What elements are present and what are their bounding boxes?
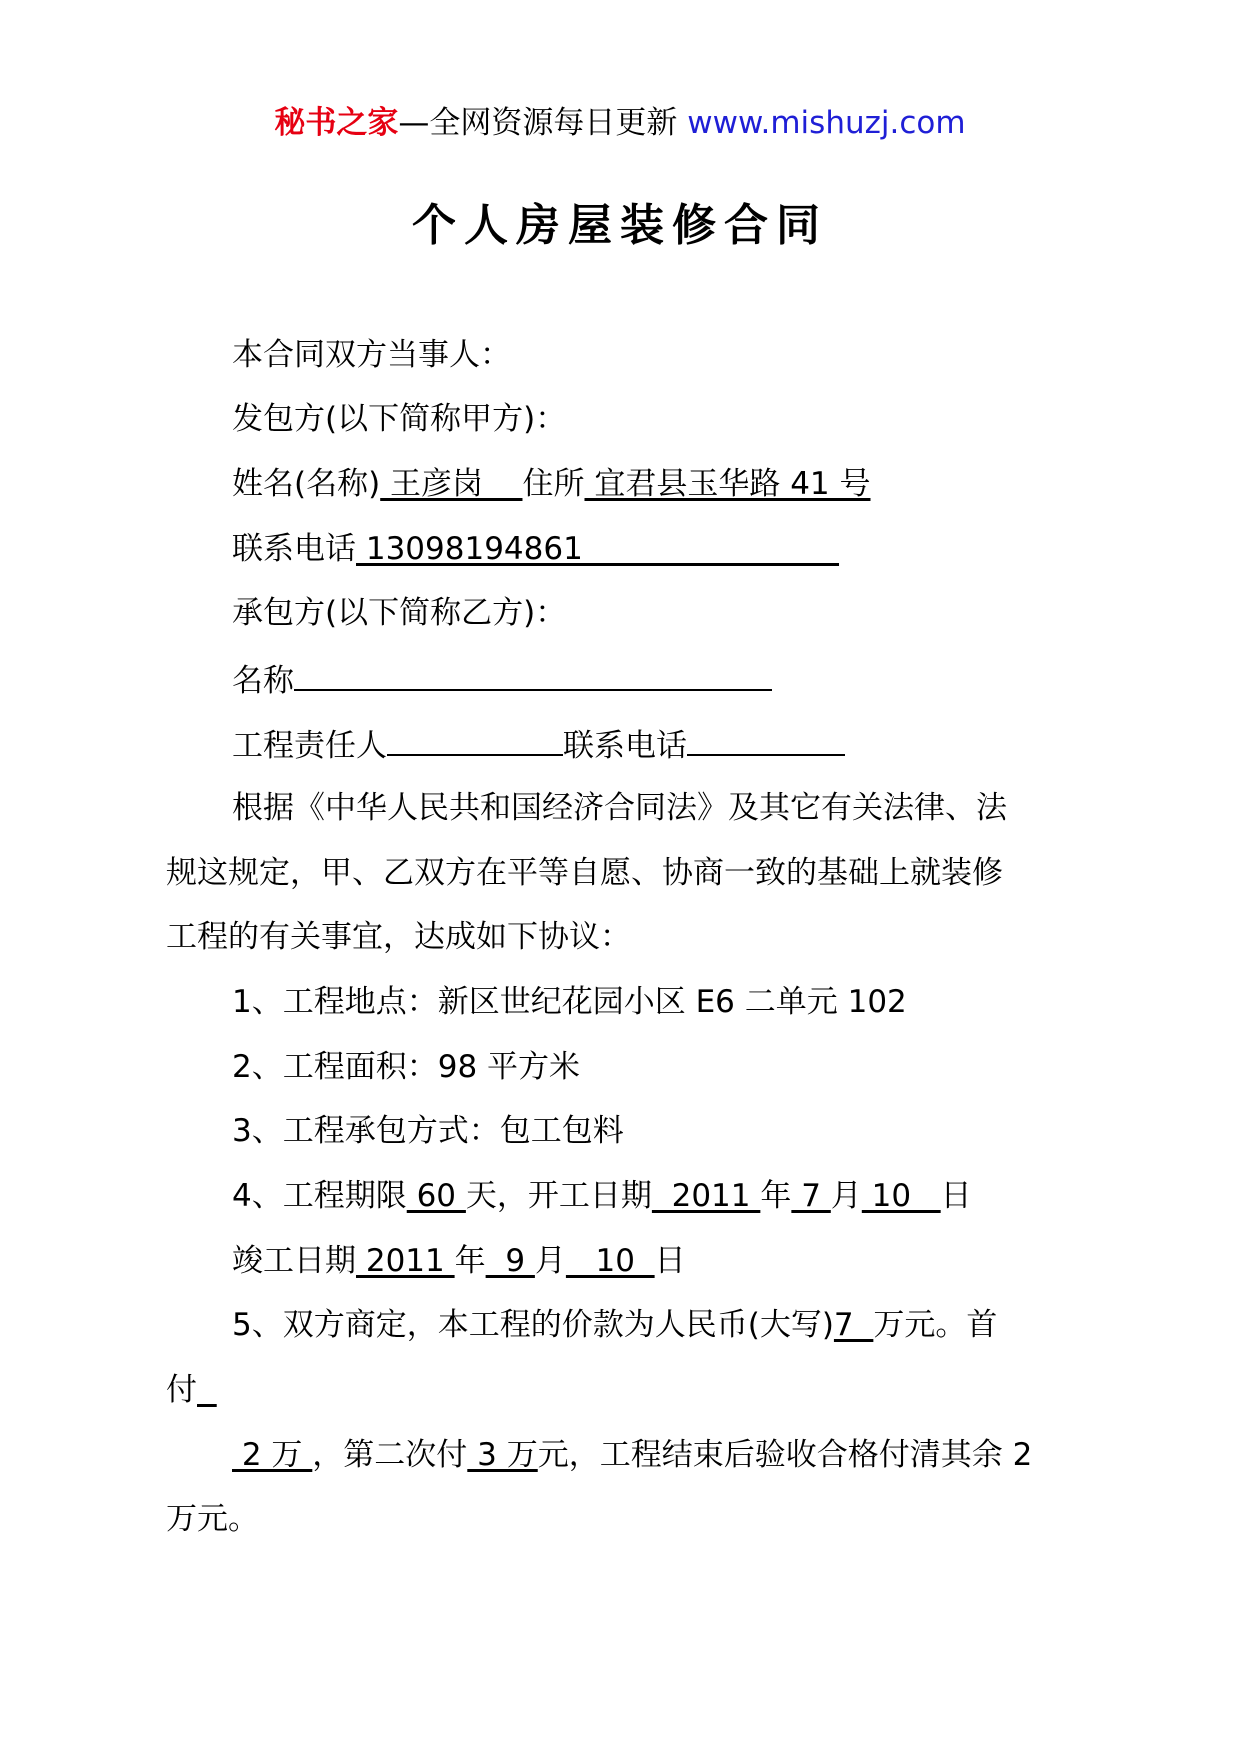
clause-1: 1、工程地点：新区世纪花园小区 E6 二单元 102 [232, 984, 907, 1020]
clause-5-first-payment: 2 万 [232, 1437, 313, 1473]
clause-5-first-payment-blank [197, 1372, 217, 1408]
party-b-manager-blank[interactable] [387, 718, 563, 756]
party-a-phone-line [232, 524, 839, 574]
completion-year: 2011 [356, 1243, 455, 1279]
party-b-manager-label: 工程责任人 [232, 728, 387, 764]
clause-4-start-month: 7 [791, 1178, 831, 1214]
party-a-heading: 发包方(以下简称甲方)： [232, 401, 567, 437]
clause-5-second-payment: 3 万 [467, 1437, 538, 1473]
preamble-line-1: 根据《中华人民共和国经济合同法》及其它有关法律、法 [232, 790, 1007, 826]
clause-5-remainder: 元，工程结束后验收合格付清其余 2 [537, 1437, 1033, 1473]
clause-3: 3、工程承包方式：包工包料 [232, 1113, 624, 1149]
clause-2: 2、工程面积：98 平方米 [232, 1049, 581, 1085]
completion-date-line [232, 1236, 686, 1286]
clause-5-second-label: ，第二次付 [312, 1437, 468, 1473]
clause-4-month-unit: 月 [830, 1178, 862, 1214]
party-b-phone-label: 联系电话 [563, 728, 687, 764]
party-b-name-line [232, 653, 772, 706]
clause-4-year-unit: 年 [760, 1178, 792, 1214]
clause-5-line-4: 万元。 [166, 1501, 259, 1537]
party-b-contact-line [232, 718, 845, 771]
clause-5-suffix: 万元。首 [873, 1307, 998, 1343]
clause-5-line-3 [232, 1430, 1032, 1480]
clause-4-days: 60 [406, 1178, 466, 1214]
clause-4-start-day: 10 [861, 1178, 941, 1214]
party-b-heading: 承包方(以下简称乙方)： [232, 595, 567, 631]
clause-5-amount: 7 [833, 1307, 874, 1343]
parties-intro: 本合同双方当事人： [232, 337, 511, 373]
header-tagline: —全网资源每日更新 [398, 105, 678, 141]
clause-5-prefix: 5、双方商定，本工程的价款为人民币(大写) [232, 1307, 834, 1343]
document-title: 个人房屋装修合同 [412, 200, 828, 251]
party-a-name-value: 王彦岗 [380, 466, 523, 502]
party-a-name-line [232, 459, 871, 509]
completion-year-unit: 年 [454, 1243, 486, 1279]
preamble-line-2: 规这规定，甲、乙双方在平等自愿、协商一致的基础上就装修 [166, 855, 1003, 891]
party-b-name-blank[interactable] [294, 653, 772, 691]
party-a-name-label: 姓名(名称) [232, 466, 381, 502]
clause-4-days-unit: 天，开工日期 [465, 1178, 652, 1214]
completion-day-unit: 日 [654, 1243, 686, 1279]
party-a-address-label: 住所 [522, 466, 585, 502]
party-a-phone-label: 联系电话 [232, 531, 356, 567]
preamble-line-3: 工程的有关事宜，达成如下协议： [166, 919, 631, 955]
header-brand: 秘书之家 [274, 105, 399, 141]
clause-5-line-1 [232, 1300, 997, 1350]
party-a-phone-value: 13098194861 [356, 531, 840, 567]
site-header [0, 98, 1240, 148]
clause-4-prefix: 4、工程期限 [232, 1178, 407, 1214]
completion-label: 竣工日期 [232, 1243, 356, 1279]
clause-5-line-2 [166, 1365, 217, 1415]
clause-5-first-payment-label: 付 [166, 1372, 197, 1408]
completion-month-unit: 月 [534, 1243, 566, 1279]
party-b-phone-blank[interactable] [687, 718, 845, 756]
completion-month: 9 [485, 1243, 535, 1279]
party-b-name-label: 名称 [232, 663, 294, 699]
clause-4 [232, 1171, 972, 1221]
clause-4-day-unit: 日 [940, 1178, 972, 1214]
party-a-address-value: 宜君县玉华路 41 号 [584, 466, 871, 502]
clause-4-start-year: 2011 [651, 1178, 761, 1214]
completion-day: 10 [565, 1243, 655, 1279]
header-url[interactable]: www.mishuzj.com [687, 105, 966, 141]
